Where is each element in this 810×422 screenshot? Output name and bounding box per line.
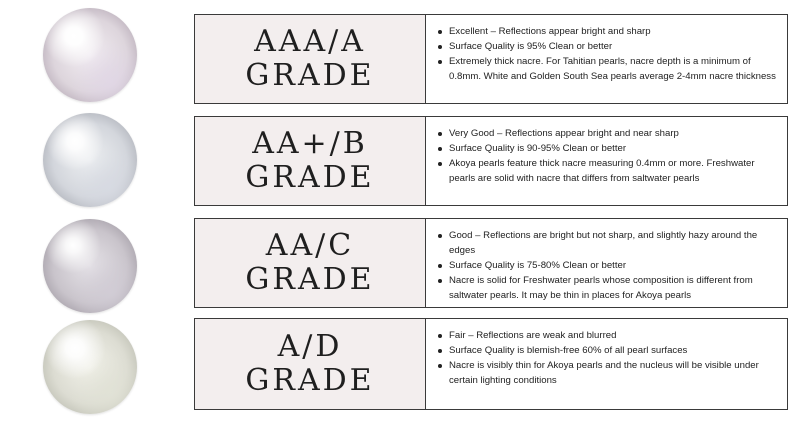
bullet-list xyxy=(436,228,779,303)
grade-description xyxy=(426,117,787,205)
pearl-image-aa xyxy=(43,219,137,313)
grade-title-panel xyxy=(195,319,426,409)
bullet-item: Nacre is solid for Freshwater pearls whose composition is different from saltwater pearls. It may be thin in places for Akoya pearls xyxy=(436,273,779,303)
grade-code: AAA/A xyxy=(254,24,366,59)
grade-label: GRADE xyxy=(245,160,375,195)
grade-title-panel xyxy=(195,219,426,307)
bullet-item: Extremely thick nacre. For Tahitian pearls, nacre depth is a minimum of 0.8mm. White and Golden South Sea pearls average 2-4mm nacre thickness xyxy=(436,54,779,84)
pearl-image-a xyxy=(43,320,137,414)
pearl-image-aaa xyxy=(43,8,137,102)
pearl-image-aa-plus xyxy=(43,113,137,207)
grade-row-aa xyxy=(194,218,788,308)
bullet-item: Surface Quality is 95% Clean or better xyxy=(436,39,779,54)
bullet-item: Very Good – Reflections appear bright and near sharp xyxy=(436,126,779,141)
bullet-list xyxy=(436,126,779,186)
grade-code: AA+/B xyxy=(252,126,368,161)
grade-row-aaa xyxy=(194,14,788,104)
grade-description xyxy=(426,15,787,103)
bullet-item: Surface Quality is 75-80% Clean or better xyxy=(436,258,779,273)
grade-code: AA/C xyxy=(265,228,355,263)
grade-label: GRADE xyxy=(245,363,375,398)
bullet-list xyxy=(436,328,779,388)
grade-code: A/D xyxy=(277,329,343,364)
bullet-item: Akoya pearls feature thick nacre measuring 0.4mm or more. Freshwater pearls are solid with nacre that differs from saltwater pearls xyxy=(436,156,779,186)
bullet-item: Surface Quality is 90-95% Clean or better xyxy=(436,141,779,156)
grade-title-panel xyxy=(195,15,426,103)
bullet-item: Excellent – Reflections appear bright and sharp xyxy=(436,24,779,39)
grade-label: GRADE xyxy=(245,58,375,93)
bullet-item: Fair – Reflections are weak and blurred xyxy=(436,328,779,343)
grade-row-a xyxy=(194,318,788,410)
bullet-list xyxy=(436,24,779,84)
grade-title-panel xyxy=(195,117,426,205)
bullet-item: Nacre is visibly thin for Akoya pearls and the nucleus will be visible under certain lighting conditions xyxy=(436,358,779,388)
grade-row-aa-plus xyxy=(194,116,788,206)
grade-description xyxy=(426,319,787,409)
grade-label: GRADE xyxy=(245,262,375,297)
bullet-item: Good – Reflections are bright but not sharp, and slightly hazy around the edges xyxy=(436,228,779,258)
bullet-item: Surface Quality is blemish-free 60% of all pearl surfaces xyxy=(436,343,779,358)
grade-description xyxy=(426,219,787,307)
